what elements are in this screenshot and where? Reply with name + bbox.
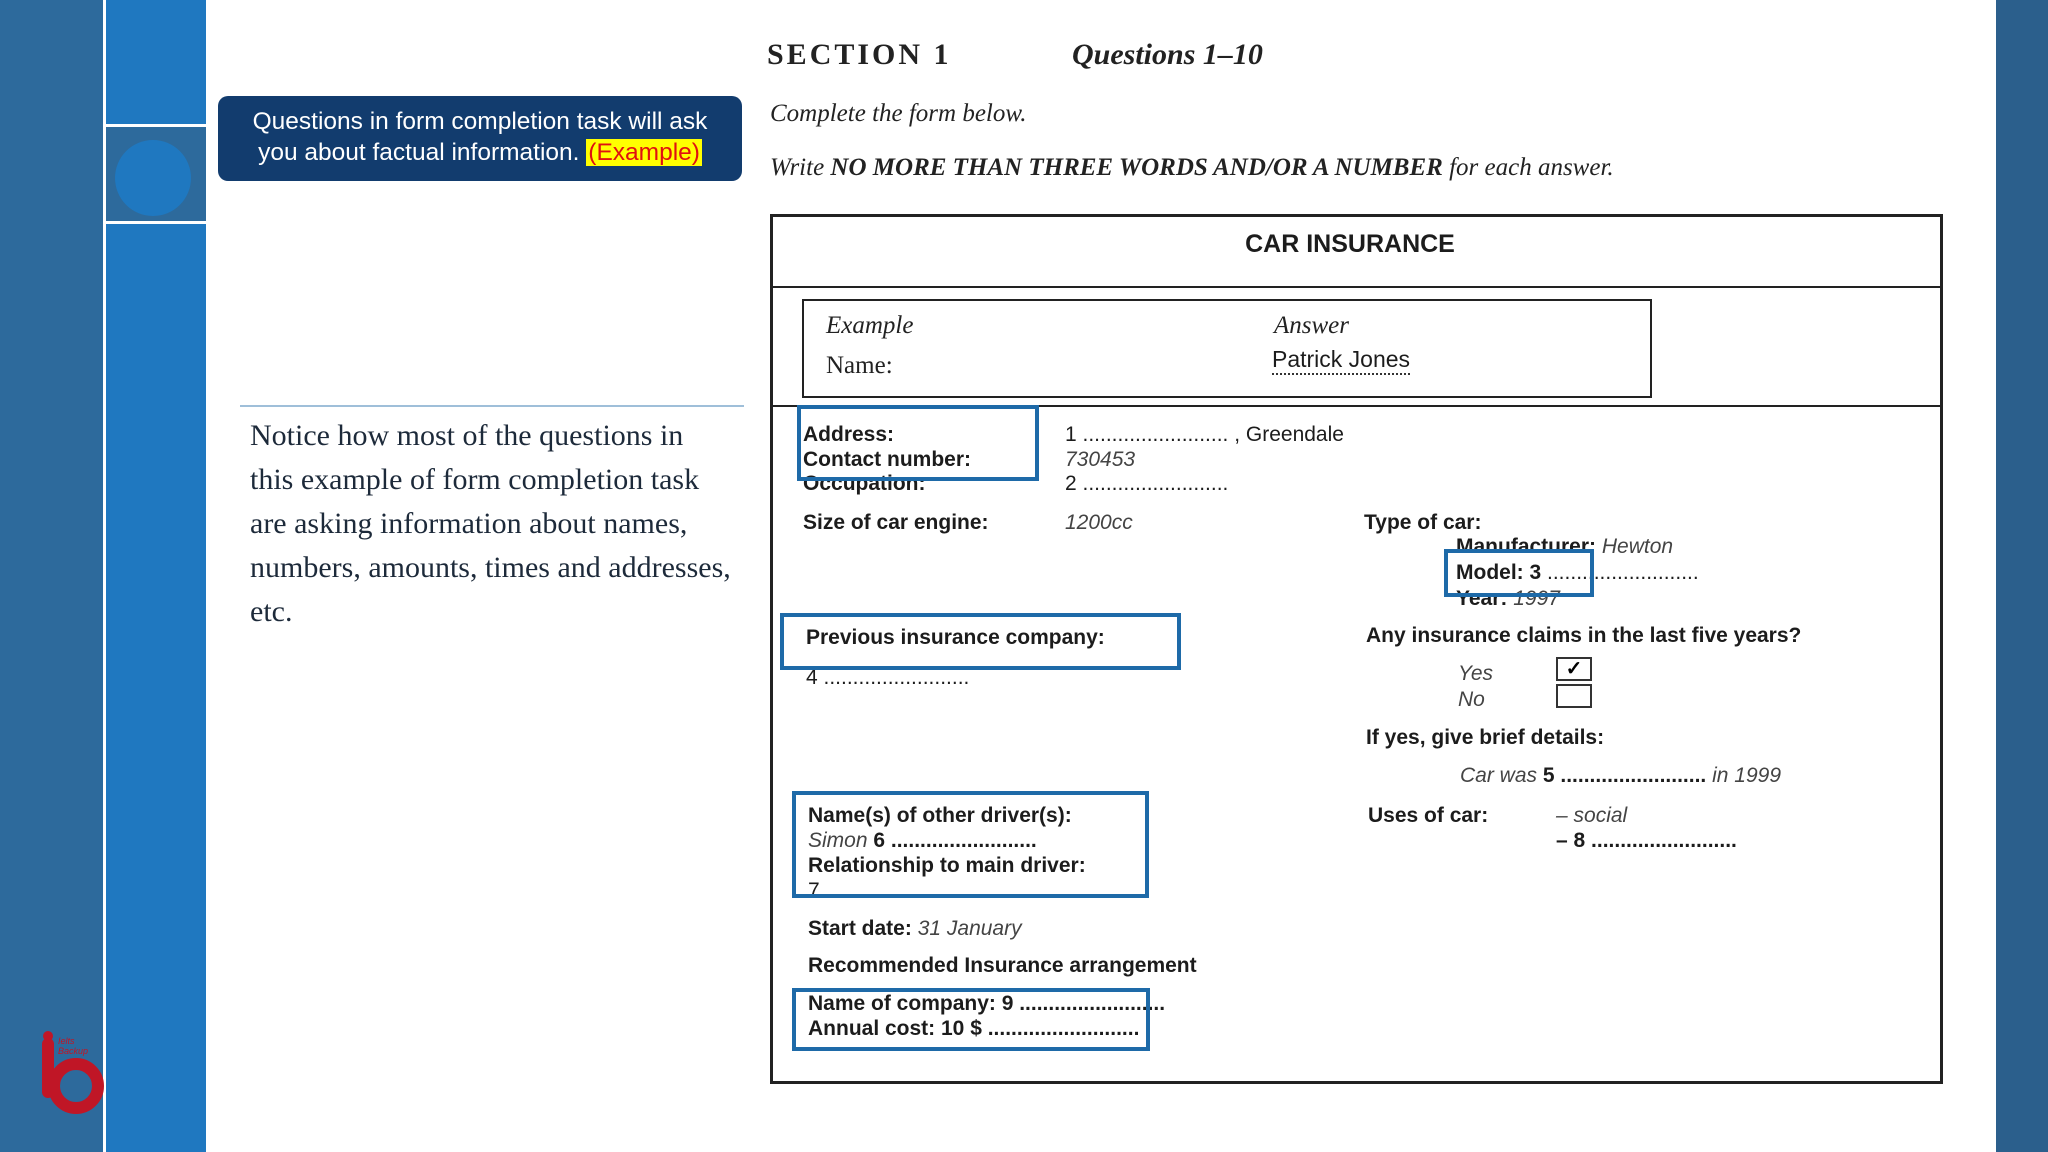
use-8: – 8 .........................	[1556, 829, 1737, 852]
previous-company-value: 4 .........................	[806, 666, 970, 689]
example-field: Name:	[826, 352, 893, 379]
yes-checkbox[interactable]	[1556, 657, 1592, 681]
model-label: Model: 3	[1456, 561, 1542, 584]
notice-line-4: numbers, amounts, times and addresses,	[250, 551, 731, 584]
highlight-other-drivers	[792, 791, 1149, 898]
instruction-2-pre: Write	[770, 154, 831, 181]
manufacturer-label: Manufacturer:	[1456, 535, 1597, 558]
section-title: SECTION 1	[767, 38, 952, 71]
callout-highlight: (Example)	[588, 139, 700, 166]
highlight-company-cost	[792, 988, 1150, 1051]
recommended-heading: Recommended Insurance arrangement	[808, 954, 1197, 977]
instruction-1: Complete the form below.	[770, 100, 1027, 127]
contact-value: 730453	[1065, 448, 1136, 471]
type-of-car-label: Type of car:	[1364, 511, 1482, 534]
car-was-pre: Car was	[1460, 764, 1538, 787]
example-box	[802, 299, 1652, 398]
answer-label: Answer	[1274, 312, 1349, 339]
notice-line-1: Notice how most of the questions in	[250, 419, 684, 452]
use-social: – social	[1556, 804, 1628, 827]
example-label: Example	[826, 312, 914, 339]
callout-line-2-text: you about factual information.	[258, 139, 580, 166]
callout-box	[218, 96, 742, 181]
contact-label: Contact number:	[803, 448, 971, 471]
start-date-line	[808, 917, 1022, 941]
claims-question: Any insurance claims in the last five years?	[1366, 624, 1802, 647]
occupation-value: 2 .........................	[1065, 472, 1229, 495]
right-decorative-strip	[1996, 0, 2048, 1152]
notice-line-5: etc.	[250, 595, 293, 628]
year-label: Year:	[1456, 587, 1508, 610]
svg-text:Backup: Backup	[58, 1046, 89, 1056]
notice-divider	[240, 405, 744, 407]
callout-line-2	[218, 137, 742, 168]
form-title: CAR INSURANCE	[1245, 230, 1455, 258]
other-drivers-pre: Simon	[808, 829, 868, 852]
notice-line-3: are asking information about names,	[250, 507, 688, 540]
section-questions: Questions 1–10	[1072, 38, 1263, 71]
highlight-address-contact	[797, 405, 1039, 481]
start-date-value: 31 January	[917, 917, 1022, 940]
instruction-2-post: for each answer.	[1442, 154, 1614, 181]
no-checkbox[interactable]	[1556, 684, 1592, 708]
other-drivers-label: Name(s) of other driver(s):	[808, 804, 1072, 827]
form-title-rule	[770, 286, 1943, 288]
address-label: Address:	[803, 423, 895, 446]
instruction-2-bold: NO MORE THAN THREE WORDS AND/OR A NUMBER	[830, 154, 1443, 181]
car-was-value: 5 .........................	[1542, 764, 1707, 787]
callout-line-1: Questions in form completion task will ask	[252, 108, 708, 135]
company-label: Name of company: 9 .........................	[808, 992, 1166, 1015]
uses-label: Uses of car:	[1368, 804, 1489, 827]
svg-text:Ielts: Ielts	[58, 1036, 75, 1046]
highlight-model	[1444, 549, 1594, 597]
car-was-post: in 1999	[1712, 764, 1782, 787]
no-label: No	[1458, 688, 1485, 711]
instruction-2	[770, 154, 1614, 182]
year-value: 1997	[1513, 587, 1560, 610]
notice-paragraph	[250, 414, 750, 634]
model-dots: ..........................	[1547, 561, 1699, 584]
example-answer: Patrick Jones	[1272, 346, 1410, 375]
car-was-line	[1460, 764, 1781, 788]
annual-cost-label: Annual cost: 10 $ ..........................	[808, 1017, 1140, 1040]
engine-value: 1200cc	[1065, 511, 1133, 534]
relationship-value: 7 .........................	[808, 879, 972, 902]
other-drivers-value: 6 .........................	[873, 829, 1037, 852]
if-yes-label: If yes, give brief details:	[1366, 726, 1605, 749]
yes-label: Yes	[1458, 662, 1494, 685]
start-date-label: Start date:	[808, 917, 912, 940]
relationship-label: Relationship to main driver:	[808, 854, 1086, 877]
side-bar-circle	[115, 140, 191, 216]
notice-line-2: this example of form completion task	[250, 463, 700, 496]
address-value: 1 ......................... , Greendale	[1065, 423, 1344, 446]
ielts-backup-logo	[36, 1030, 126, 1120]
check-mark-icon: ✓	[1565, 658, 1583, 680]
left-decorative-strip	[0, 0, 103, 1152]
occupation-label: Occupation:	[803, 472, 926, 495]
manufacturer-value: Hewton	[1601, 535, 1674, 558]
previous-company-label: Previous insurance company:	[806, 626, 1105, 649]
highlight-previous-company	[780, 613, 1181, 670]
engine-label: Size of car engine:	[803, 511, 989, 534]
